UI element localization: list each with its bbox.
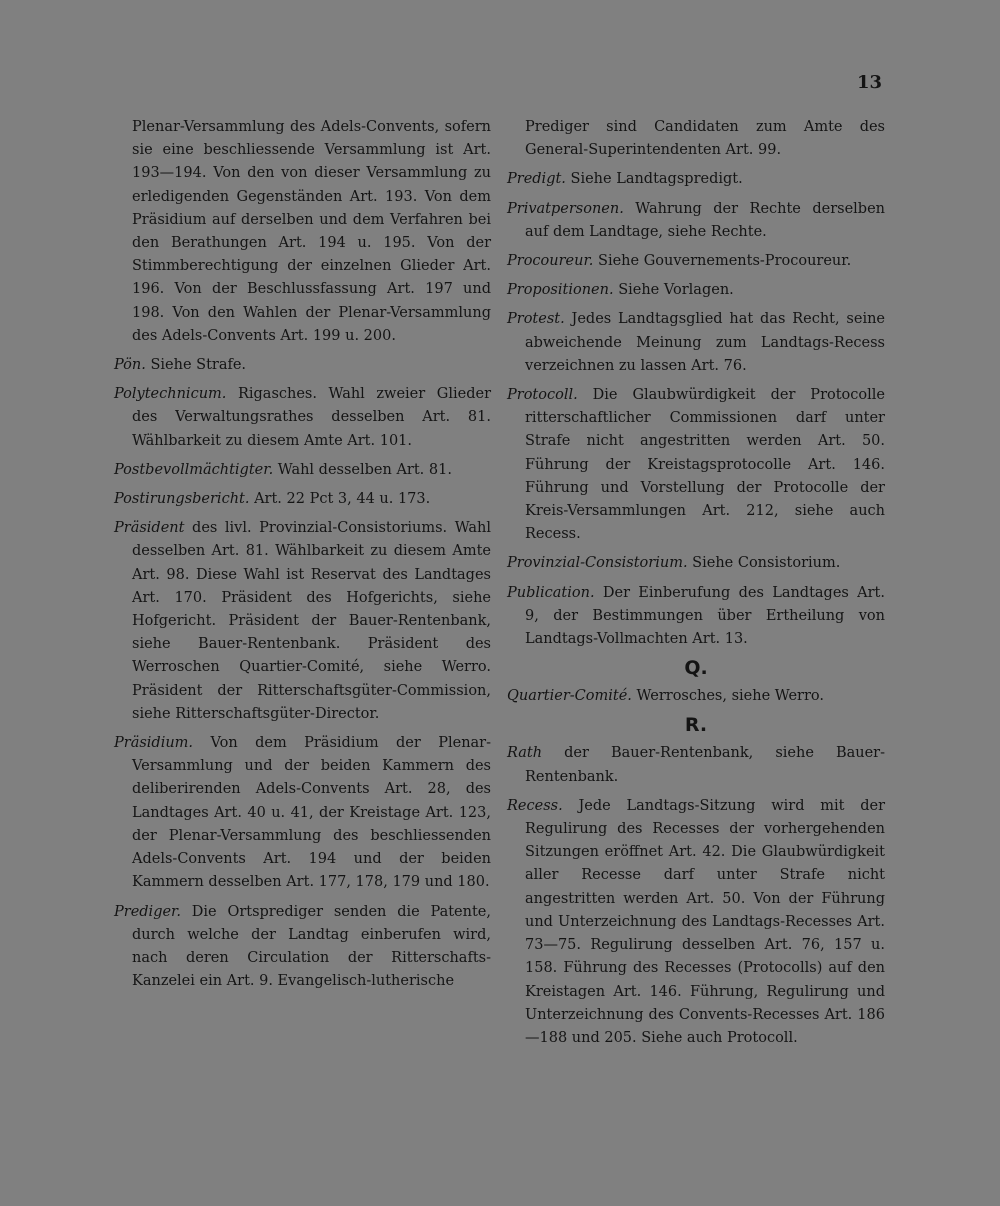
section-letter-r: R. — [684, 714, 708, 737]
page-number: 13 — [856, 72, 882, 93]
index-entry: Postirungsbericht. Art. 22 Pct 3, 44 u. 173. — [114, 491, 431, 508]
index-entry: Predigt. Siehe Landtagspredigt. — [507, 171, 743, 188]
left-column — [114, 116, 491, 999]
entry-term: Postirungsbericht. — [114, 491, 250, 508]
entry-term: Polytechnicum. — [114, 386, 227, 403]
index-entry: Protest. Jedes Landtagsglied hat das Recht, seine abweichende Meinung zum Landtags-Recess verzeichnen zu lassen Art. 76. — [507, 311, 886, 374]
entry-term: Präsidium. — [114, 735, 194, 752]
entry-term: Publication. — [507, 584, 595, 601]
entry-term: Prediger. — [114, 903, 181, 920]
index-entry: Pön. Siehe Strafe. — [114, 357, 247, 374]
index-entry: Privatpersonen. Wahrung der Rechte derselben auf dem Landtage, siehe Rechte. — [507, 200, 886, 240]
entry-term: Procoureur. — [507, 253, 594, 270]
entry-term: Quartier-Comité. — [507, 688, 632, 705]
entry-term: Präsident — [114, 520, 185, 537]
entry-term: Pön. — [114, 357, 146, 374]
index-entry: Recess. Jede Landtags-Sitzung wird mit der Regulirung des Recesses der vorhergehenden Sitzungen eröffnet Art. 42. Die Glaubwürdigkeit aller Recesse darf unter Strafe nicht angestritten werden Art. 50. Von der Führung und Unterzeichnung des Landtags-Recesses Art. 73—75. Regulirung desselben Art. 76, 157 u. 158. Führung des Recesses (Protocolls) auf den Kreistagen Art. 146. Führung, Regulirung und Unterzeichnung des Convents-Recesses Art. 186—188 und 205. Siehe auch Protocoll. — [507, 797, 886, 1046]
entry-term: Predigt. — [507, 171, 566, 188]
index-entry: Postbevollmächtigter. Wahl desselben Art. 81. — [114, 461, 452, 478]
entry-term: Protocoll. — [507, 387, 578, 404]
entry-term: Postbevollmächtigter. — [114, 461, 274, 478]
index-entry: Polytechnicum. Rigasches. Wahl zweier Glieder des Verwaltungsrathes desselben Art. 81. Wählbarkeit zu diesem Amte Art. 101. — [114, 386, 491, 449]
index-entry: Protocoll. Die Glaubwürdigkeit der Protocolle ritterschaftlicher Commissionen darf unter Strafe nicht angestritten werden Art. 50. Führung der Kreistagsprotocolle Art. 146. Führung und Vorstellung der Protocolle der Kreis-Versammlungen Art. 212, siehe auch Recess. — [507, 387, 885, 543]
index-entry: Publication. Der Einberufung des Landtages Art. 9, der Bestimmungen über Ertheilung von Landtags-Vollmachten Art. 13. — [507, 584, 885, 648]
index-entry: Prediger sind Candidaten zum Amte des General-Superintendenten Art. 99. — [525, 119, 885, 159]
index-entry: Procoureur. Siehe Gouvernements-Procoureur. — [507, 253, 852, 270]
entry-term: Propositionen. — [507, 282, 614, 299]
index-entry: Plenar-Versammlung des Adels-Convents, sofern sie eine beschliessende Versammlung ist Art. 193—194. Von den von dieser Versammlung zu erledigenden Gegenständen Art. 193. Von dem Präsidium auf derselben und dem Verfahren bei den Berathungen Art. 194 u. 195. Von der Stimmberechtigung der einzelnen Glieder Art. 196. Von der Beschlussfassung Art. 197 und 198. Von den Wahlen der Plenar-Versammlung des Adels-Convents Art. 199 u. 200. — [132, 119, 491, 344]
entry-term: Provinzial-Consistorium. — [507, 555, 688, 572]
entry-term: Protest. — [507, 311, 565, 328]
index-entry: Quartier-Comité. Werrosches, siehe Werro. — [507, 688, 825, 705]
index-entry: Präsidium. Von dem Präsidium der Plenar-Versammlung und der beiden Kammern des deliberirenden Adels-Convents Art. 28, des Landtages Art. 40 u. 41, der Kreistage Art. 123, der Plenar-Versammlung des beschliessenden Adels-Convents Art. 194 und der beiden Kammern desselben Art. 177, 178, 179 und 180. — [114, 735, 492, 891]
right-column — [507, 116, 885, 1056]
entry-term: Recess. — [507, 797, 563, 814]
index-entry: Propositionen. Siehe Vorlagen. — [507, 282, 734, 299]
section-letter-q: Q. — [684, 657, 708, 680]
entry-term: Privatpersonen. — [507, 200, 624, 217]
index-entry: Präsident des livl. Provinzial-Consistoriums. Wahl desselben Art. 81. Wählbarkeit zu diesem Amte Art. 98. Diese Wahl ist Reservat des Landtages Art. 170. Präsident des Hofgerichts, siehe Hofgericht. Präsident der Bauer-Rentenbank, siehe Bauer-Rentenbank. Präsident des Werroschen Quartier-Comité, siehe Werro. Präsident der Ritterschaftsgüter-Commission, siehe Ritterschaftsgüter-Director. — [114, 520, 492, 722]
index-entry: Rath der Bauer-Rentenbank, siehe Bauer-Rentenbank. — [507, 745, 885, 785]
entry-term: Rath — [507, 745, 543, 762]
index-entry: Prediger. Die Ortsprediger senden die Patente, durch welche der Landtag einberufen wird, nach deren Circulation der Ritterschafts-Kanzelei ein Art. 9. Evangelisch-lutherische — [114, 903, 491, 990]
index-entry: Provinzial-Consistorium. Siehe Consistorium. — [507, 555, 841, 572]
